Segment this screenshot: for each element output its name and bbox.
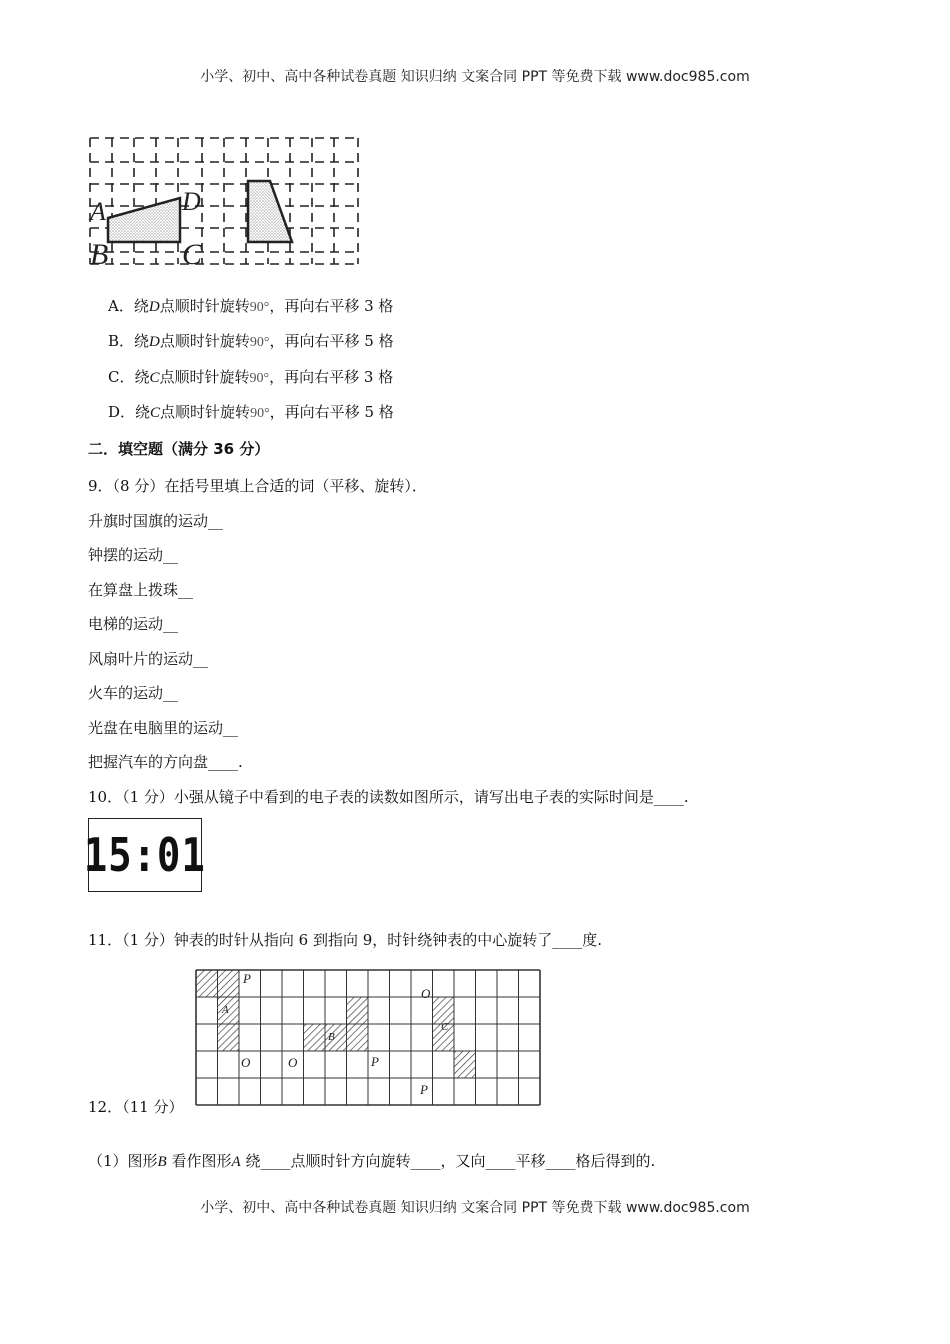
- hatched-cell: [218, 970, 240, 997]
- grid-label-o: O: [288, 1055, 298, 1070]
- hatched-cell: [304, 1024, 326, 1051]
- q9-item: 火车的运动__: [88, 684, 179, 702]
- option-b: B．绕D点顺时针旋转90°，再向右平移 5 格: [108, 332, 394, 350]
- hatched-cell: [196, 970, 218, 997]
- q9-stem: 9．（8 分）在括号里填上合适的词（平移、旋转）．: [88, 477, 427, 495]
- hatched-cell: [347, 1024, 369, 1051]
- q9-item: 把握汽车的方向盘____.: [88, 753, 243, 771]
- q9-item: 钟摆的运动__: [88, 546, 179, 564]
- clock-reading: 15:01: [84, 828, 206, 882]
- q9-item: 光盘在电脑里的运动__: [88, 719, 239, 737]
- triangle-shape: [108, 198, 180, 242]
- grid-label-o: O: [241, 1055, 251, 1070]
- q8-figure: [88, 134, 364, 268]
- header-banner: 小学、初中、高中各种试卷真题 知识归纳 文案合同 PPT 等免费下载 www.doc985.com: [200, 69, 750, 85]
- q9-item: 在算盘上拨珠__: [88, 581, 194, 599]
- grid-label-b: B: [328, 1031, 335, 1043]
- hatched-cell: [347, 997, 369, 1024]
- grid-label-p: P: [420, 1082, 428, 1097]
- hatched-cell: [433, 997, 455, 1024]
- footer-banner: 小学、初中、高中各种试卷真题 知识归纳 文案合同 PPT 等免费下载 www.doc985.com: [200, 1200, 750, 1216]
- option-c: C．绕C点顺时针旋转90°，再向右平移 3 格: [108, 368, 394, 386]
- q12-sub1: （1）图形B 看作图形A 绕____点顺时针方向旋转____，又向____平移____格后得到的.: [88, 1152, 656, 1170]
- hatched-cell: [454, 1051, 476, 1078]
- digital-clock-figure: [84, 818, 206, 892]
- q12-label: 12．（11 分）: [88, 1098, 184, 1116]
- trapezoid-shape: [248, 181, 292, 242]
- q9-item: 升旗时国旗的运动__: [88, 512, 224, 530]
- q9-item: 电梯的运动__: [88, 615, 179, 633]
- hatched-cell: [218, 1024, 240, 1051]
- q12-grid-figure: [192, 968, 544, 1110]
- grid-label-p: P: [243, 971, 251, 986]
- q10-stem: 10．（1 分）小强从镜子中看到的电子表的读数如图所示，请写出电子表的实际时间是____.: [88, 788, 689, 806]
- q11-stem: 11．（1 分）钟表的时针从指向 6 到指向 9，时针绕钟表的中心旋转了____度.: [88, 931, 603, 949]
- option-a: A．绕D点顺时针旋转90°，再向右平移 3 格: [108, 297, 394, 315]
- grid-label-a: A: [222, 1004, 229, 1016]
- label-b: B: [90, 238, 109, 268]
- section-title: 二．填空题（满分 36 分）: [88, 440, 270, 458]
- grid-label-p: P: [371, 1054, 379, 1069]
- label-a: A: [90, 197, 106, 226]
- label-c: C: [182, 238, 203, 268]
- q9-item: 风扇叶片的运动__: [88, 650, 209, 668]
- option-d: D．绕C点顺时针旋转90°，再向右平移 5 格: [108, 403, 394, 421]
- grid-label-c: C: [441, 1021, 449, 1033]
- label-d: D: [182, 187, 201, 216]
- grid-label-o: O: [421, 986, 431, 1001]
